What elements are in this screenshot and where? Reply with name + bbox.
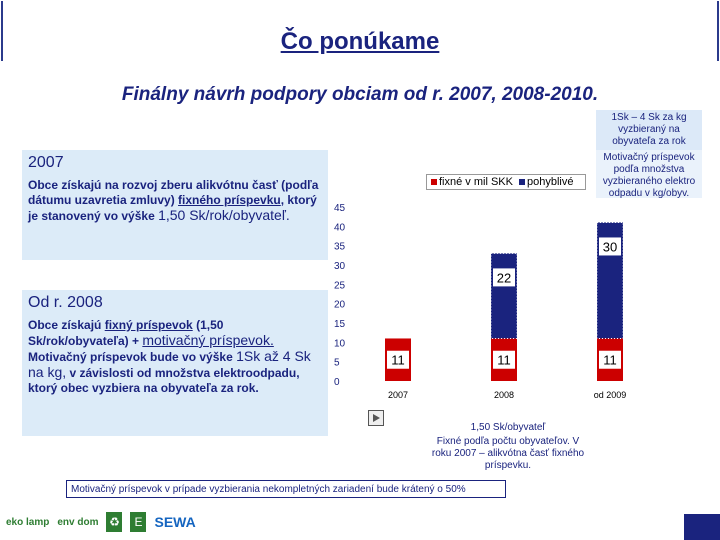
footer-logos xyxy=(0,504,720,540)
y-tick-label: 15 xyxy=(334,319,346,330)
text-part: , ktorý je stanovený vo výške xyxy=(28,193,317,223)
legend-swatch-variable xyxy=(519,179,525,185)
data-label: 11 xyxy=(391,352,405,368)
sewa-logo: SEWA xyxy=(154,514,196,530)
recycle-icon: ♻ xyxy=(106,512,122,532)
data-label: 22 xyxy=(496,270,512,286)
x-tick-label: od 2009 xyxy=(593,390,627,400)
data-label: 30 xyxy=(602,239,618,255)
text-part: motivačný príspevok. xyxy=(142,332,274,348)
bar-chart xyxy=(322,190,652,400)
y-tick-label: 0 xyxy=(334,377,340,388)
y-tick-label: 20 xyxy=(334,299,346,311)
text-part: 1,50 Sk/rok/obyvateľ. xyxy=(158,207,290,223)
year-2008-text xyxy=(28,318,322,396)
bar-variable xyxy=(491,253,517,338)
text-part: fixného príspevku xyxy=(178,193,281,207)
y-tick-label: 45 xyxy=(334,203,346,214)
callout-motivation: Motivačný príspevok podľa množstva vyzbieraného elektro odpadu v kg/obyv. xyxy=(596,150,702,198)
chart-legend xyxy=(426,174,586,190)
bottom-note: Motivačný príspevok v prípade vyzbierania nekompletných zariadení bude krátený o 50% xyxy=(66,480,506,498)
y-tick-label: 35 xyxy=(334,241,346,253)
legend-label-fixed: fixné v mil SKK xyxy=(439,176,513,188)
slide-subtitle: Finálny návrh podpory obciam od r. 2007, 2008-2010. xyxy=(121,84,599,105)
data-label: 11 xyxy=(603,352,617,368)
legend-item-fixed xyxy=(431,176,513,188)
y-tick-label: 5 xyxy=(334,357,340,369)
x-tick-label: 2008 xyxy=(493,390,515,400)
ekolamp-logo: eko lamp xyxy=(6,516,50,528)
text-part: Motivačný príspevok bude vo výške xyxy=(28,350,237,364)
text-part: Obce získajú na rozvoj zberu alikvótnu časť (podľa dátumu uzavretia zmluvy) xyxy=(28,178,319,207)
text-part: fixný príspevok xyxy=(104,318,193,332)
text-part: 1Sk až 4 Sk na kg, xyxy=(28,348,311,380)
x-tick-label: 2007 xyxy=(387,390,409,400)
e-logo-icon: E xyxy=(130,512,146,532)
box-2007 xyxy=(22,150,328,260)
legend-item-variable xyxy=(519,176,573,188)
text-part: (1,50 Sk/rok/obyvateľa) + xyxy=(28,318,224,348)
corner-decoration xyxy=(684,514,720,540)
callout-top: 1Sk – 4 Sk za kg vyzbieraný na obyvateľa za rok xyxy=(596,110,702,150)
y-tick-label: 30 xyxy=(334,261,346,272)
play-icon[interactable] xyxy=(368,410,384,426)
text-part: v závislosti od množstva elektroodpadu, ktorý obec vyzbiera na obyvateľa za rok. xyxy=(28,366,300,395)
callout-fixed-line1: 1,50 Sk/obyvateľ xyxy=(470,422,546,433)
y-tick-label: 10 xyxy=(334,338,346,350)
y-tick-label: 25 xyxy=(334,280,346,292)
callout-fixed xyxy=(426,420,590,476)
year-2007-text xyxy=(28,178,322,224)
data-label: 11 xyxy=(497,352,511,368)
legend-swatch-fixed xyxy=(431,179,437,185)
text-part: Obce získajú xyxy=(28,318,105,332)
envidom-logo: env dom xyxy=(57,516,99,528)
year-2007-heading: 2007 xyxy=(28,154,64,171)
legend-label-variable: pohyblivé xyxy=(526,176,574,188)
box-2008 xyxy=(22,290,328,436)
callout-fixed-line2: Fixné podľa počtu obyvateľov. V roku 2007 – alikvótna časť fixného príspevku. xyxy=(431,436,585,471)
slide-title: Čo ponúkame xyxy=(280,28,440,55)
year-2008-heading: Od r. 2008 xyxy=(28,294,103,311)
y-tick-label: 40 xyxy=(334,222,346,234)
